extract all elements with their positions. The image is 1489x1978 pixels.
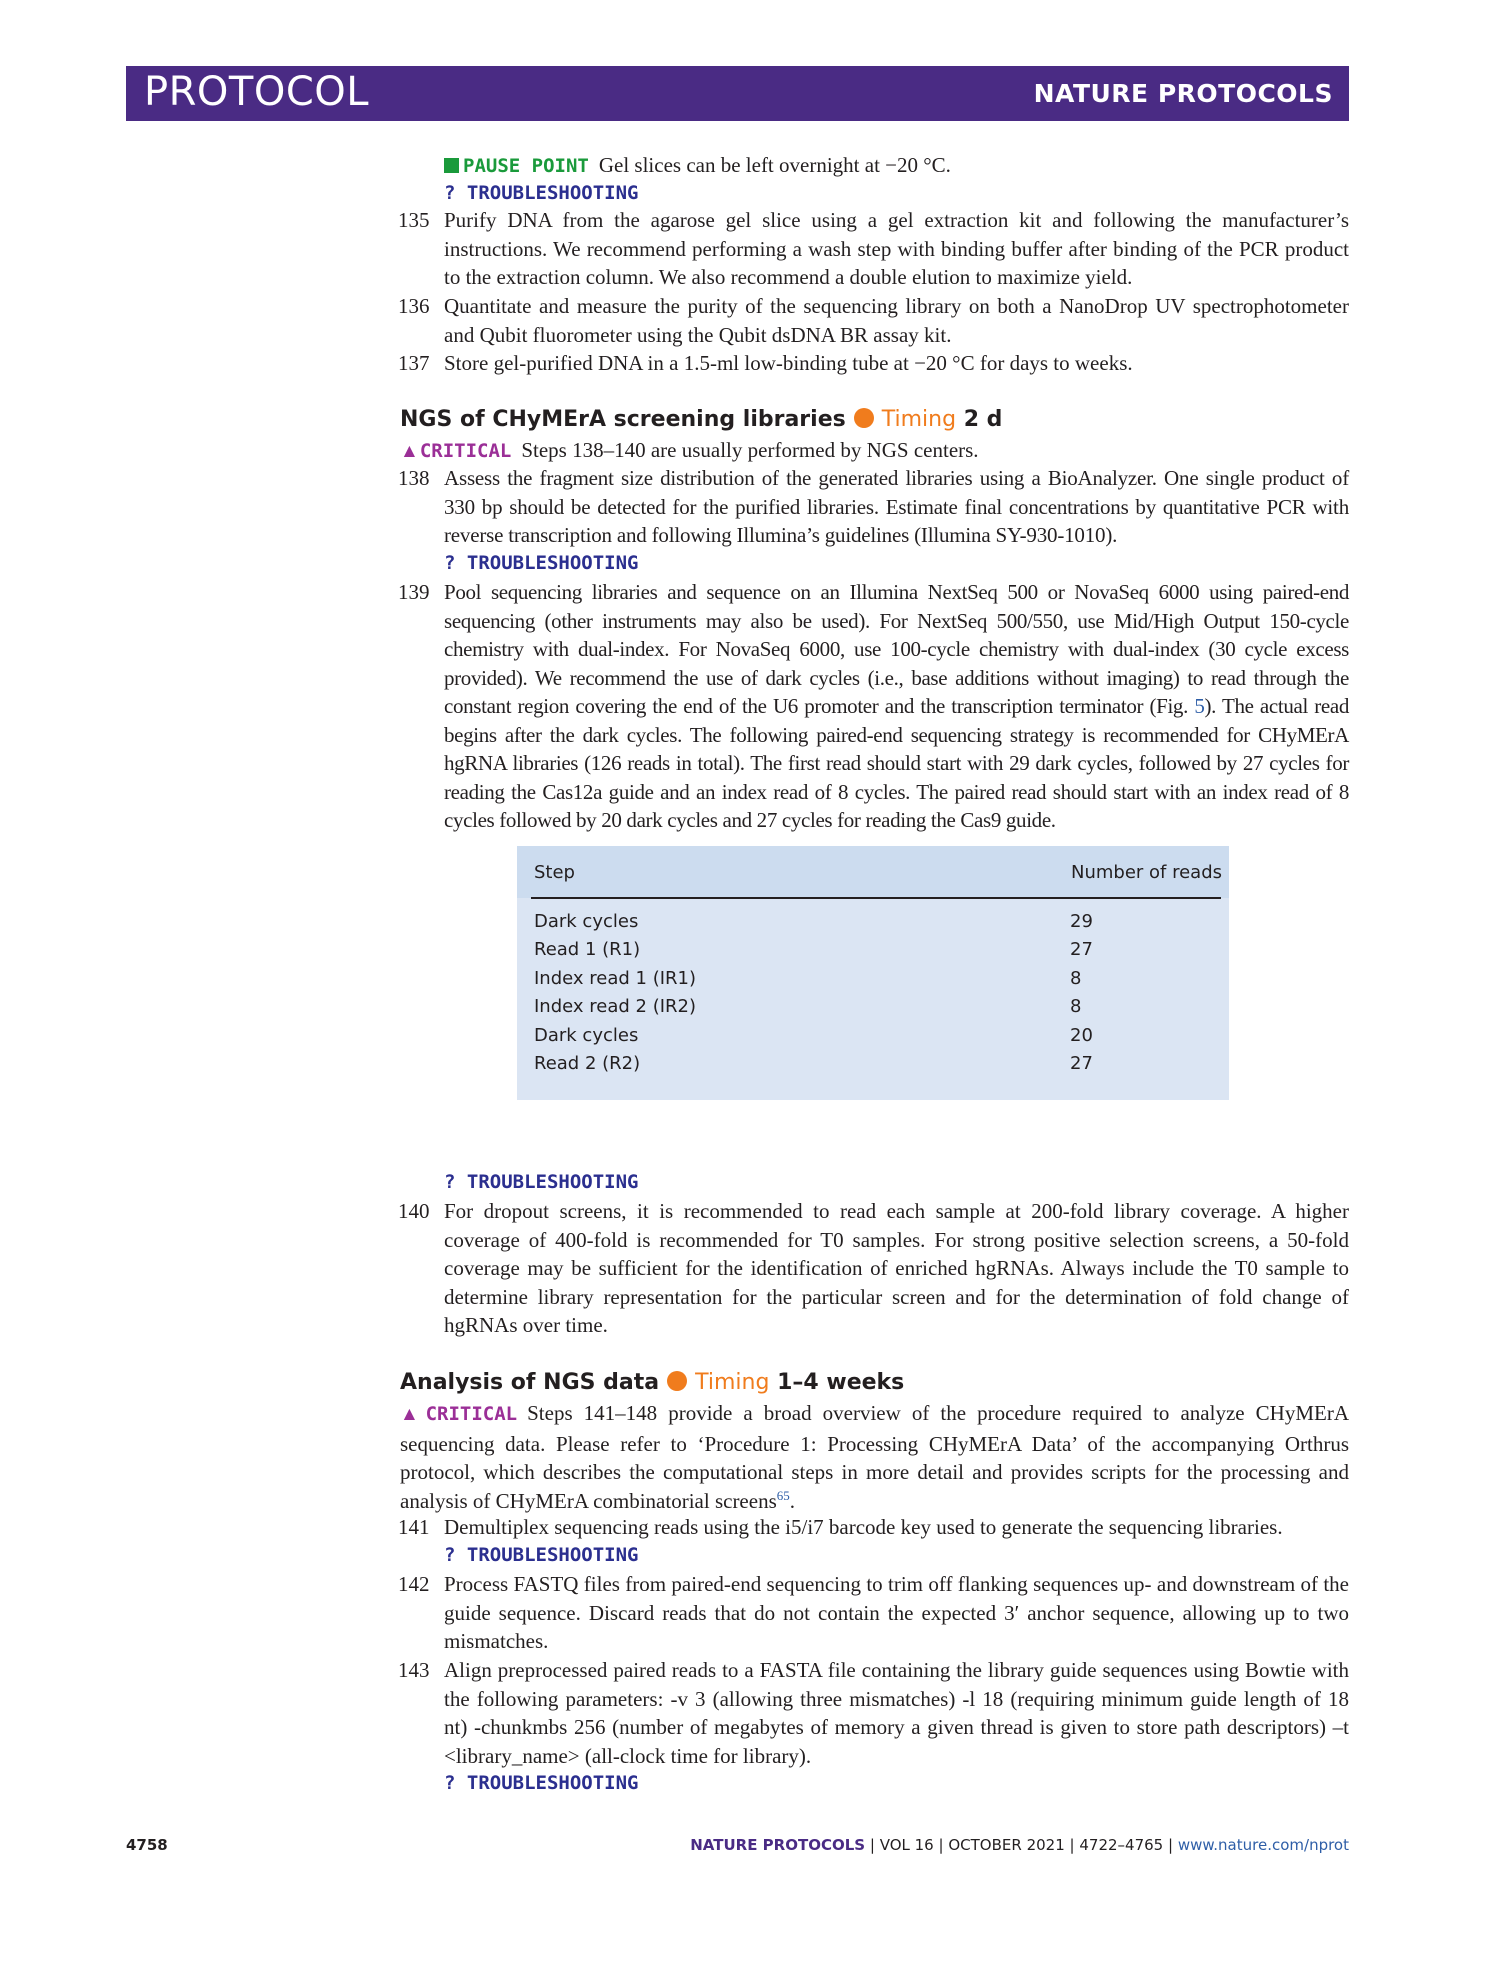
table-cell-step: Read 1 (R1) xyxy=(534,939,641,960)
section-title: Analysis of NGS data xyxy=(400,1370,660,1395)
timing-label: Timing xyxy=(881,407,957,432)
timing-icon xyxy=(854,408,874,428)
header-protocol-label: PROTOCOL xyxy=(144,69,370,115)
step-text-140: For dropout screens, it is recommended to read each sample at 200-fold library coverage. A higher coverage of 400-fold is recommended for T0 samples. For strong positive selection screens, a 50-fold coverage may be sufficient for the identification of enriched hgRNAs. Always include the T0 sample to determine library representation for the particular screen and for the determination of fold change of hgRNAs over time. xyxy=(444,1199,1349,1337)
table-cell-step: Read 2 (R2) xyxy=(534,1053,641,1074)
footer-separator: | xyxy=(1069,1836,1075,1854)
table-cell-step: Index read 2 (IR2) xyxy=(534,996,697,1017)
step-number-141: 141 xyxy=(398,1515,430,1539)
footer-journal: NATURE PROTOCOLS xyxy=(690,1836,866,1854)
step-text-139-a: Pool sequencing libraries and sequence on an Illumina NextSeq 500 or NovaSeq 6000 using paired-end sequencing (other instruments may also be used). For NextSeq 500/550, use Mid/High Output 150-cycle chemistry with dual-index. For NovaSeq 6000, use 100-cycle chemistry with dual-index (30 cycle excess provided). We recommend the use of dark cycles (i.e., base additions without imaging) to read through the constant region covering the end of the U6 promoter and the transcription terminator (Fig. xyxy=(444,580,1349,718)
critical-triangle-icon: ▲ xyxy=(400,1404,425,1425)
critical-label: CRITICAL xyxy=(419,440,512,462)
pause-point-label: PAUSE POINT xyxy=(463,155,589,177)
page-number: 4758 xyxy=(126,1836,168,1854)
step-number-143: 143 xyxy=(398,1658,430,1682)
step-text-142: Process FASTQ files from paired-end sequencing to trim off flanking sequences up- and downstream of the guide sequence. Discard reads that do not contain the expected 3′ anchor sequence, allowing up to two mismatches. xyxy=(444,1572,1349,1653)
table-cell-step: Dark cycles xyxy=(534,911,639,932)
table-cell-reads: 29 xyxy=(1070,911,1093,932)
step-text-141: Demultiplex sequencing reads using the i5/i7 barcode key used to generate the sequencing libraries. xyxy=(444,1515,1283,1539)
table-divider xyxy=(531,897,1221,899)
timing-icon xyxy=(667,1371,687,1391)
step-number-139: 139 xyxy=(398,580,430,604)
troubleshooting-link[interactable]: ? TROUBLESHOOTING xyxy=(444,1171,639,1193)
step-text-136: Quantitate and measure the purity of the sequencing library on both a NanoDrop UV spectrophotometer and Qubit fluorometer using the Qubit dsDNA BR assay kit. xyxy=(444,294,1349,347)
footer-citation xyxy=(690,1836,1349,1854)
troubleshooting-link[interactable]: ? TROUBLESHOOTING xyxy=(444,182,639,204)
table-cell-reads: 8 xyxy=(1070,996,1082,1017)
step-text-135: Purify DNA from the agarose gel slice using a gel extraction kit and following the manufacturer’s instructions. We recommend performing a wash step with binding buffer after binding of the PCR product to the extraction column. We also recommend a double elution to maximize yield. xyxy=(444,208,1349,289)
step-number-138: 138 xyxy=(398,466,430,490)
table-cell-reads: 20 xyxy=(1070,1025,1093,1046)
read-strategy-table xyxy=(517,846,1229,1100)
table-cell-reads: 27 xyxy=(1070,939,1093,960)
pause-point-icon xyxy=(444,158,459,173)
header-journal-name: NATURE PROTOCOLS xyxy=(1033,79,1333,108)
timing-label: Timing xyxy=(695,1370,770,1395)
footer-separator: | xyxy=(938,1836,944,1854)
critical-note-1 xyxy=(400,436,979,466)
troubleshooting-link[interactable]: ? TROUBLESHOOTING xyxy=(444,1544,639,1566)
critical-triangle-icon: ▲ xyxy=(400,441,419,462)
step-number-136: 136 xyxy=(398,294,430,318)
table-cell-step: Dark cycles xyxy=(534,1025,639,1046)
step-text-138: Assess the fragment size distribution of the generated libraries using a BioAnalyzer. One single product of 330 bp should be detected for the purified libraries. Estimate final concentrations by quantitative PCR with reverse transcription and following Illumina’s guidelines (Illumina SY-930-1010). xyxy=(444,466,1349,547)
critical-text-end: . xyxy=(789,1488,795,1513)
timing-value: 2 d xyxy=(963,407,1003,432)
step-number-137: 137 xyxy=(398,351,430,375)
table-header-reads: Number of reads xyxy=(1071,862,1223,883)
table-cell-reads: 8 xyxy=(1070,968,1082,989)
footer-volume: VOL 16 xyxy=(879,1836,934,1854)
troubleshooting-link[interactable]: ? TROUBLESHOOTING xyxy=(444,552,639,574)
table-cell-step: Index read 1 (IR1) xyxy=(534,968,697,989)
footer-url-link[interactable]: www.nature.com/nprot xyxy=(1177,1836,1349,1854)
reference-link[interactable]: 65 xyxy=(776,1487,790,1503)
critical-note-2 xyxy=(400,1399,1349,1515)
section-heading-analysis xyxy=(400,1370,904,1395)
timing-value: 1–4 weeks xyxy=(777,1370,905,1395)
critical-text: Steps 138–140 are usually performed by NGS centers. xyxy=(521,438,979,462)
troubleshooting-link[interactable]: ? TROUBLESHOOTING xyxy=(444,1772,639,1794)
step-text-139 xyxy=(444,578,1349,835)
footer-pages: 4722–4765 xyxy=(1079,1836,1164,1854)
pause-point-text: Gel slices can be left overnight at −20 °C. xyxy=(598,153,951,177)
table-header-row xyxy=(517,846,1229,898)
section-heading-ngs xyxy=(400,407,1002,432)
header-bar xyxy=(126,66,1349,121)
footer-separator: | xyxy=(869,1836,875,1854)
section-title: NGS of CHyMErA screening libraries xyxy=(400,407,846,432)
footer-date: OCTOBER 2021 xyxy=(948,1836,1065,1854)
pause-point-note xyxy=(444,151,951,180)
table-header-step: Step xyxy=(534,862,575,883)
critical-label: CRITICAL xyxy=(425,1403,518,1425)
figure-link[interactable]: 5 xyxy=(1194,694,1205,718)
step-text-137: Store gel-purified DNA in a 1.5-ml low-binding tube at −20 °C for days to weeks. xyxy=(444,351,1133,375)
step-number-140: 140 xyxy=(398,1199,430,1223)
critical-text: Steps 141–148 provide a broad overview of the procedure required to analyze CHyMErA sequencing data. Please refer to ‘Procedure 1: Processing CHyMErA Data’ of the accompanying Orthrus protocol, which describes the computational steps in more detail and provides scripts for the processing and analysis of CHyMErA combinatorial screens xyxy=(400,1401,1349,1513)
table-cell-reads: 27 xyxy=(1070,1053,1093,1074)
footer-separator: | xyxy=(1168,1836,1174,1854)
step-text-143: Align preprocessed paired reads to a FASTA file containing the library guide sequences using Bowtie with the following parameters: -v 3 (allowing three mismatches) -l 18 (requiring minimum guide length of 18 nt) -chunkmbs 256 (number of megabytes of memory a given thread is given to store path descriptors) –t <library_name> (all-clock time for library). xyxy=(444,1658,1349,1768)
step-number-142: 142 xyxy=(398,1572,430,1596)
step-number-135: 135 xyxy=(398,208,430,232)
step-text-139-b: ). The actual read begins after the dark cycles. The following paired-end sequencing strategy is recommended for CHyMErA hgRNA libraries (126 reads in total). The first read should start with 29 dark cycles, followed by 27 cycles for reading the Cas12a guide and an index read of 8 cycles. The paired read should start with an index read of 8 cycles followed by 20 dark cycles and 27 cycles for reading the Cas9 guide. xyxy=(444,694,1349,832)
